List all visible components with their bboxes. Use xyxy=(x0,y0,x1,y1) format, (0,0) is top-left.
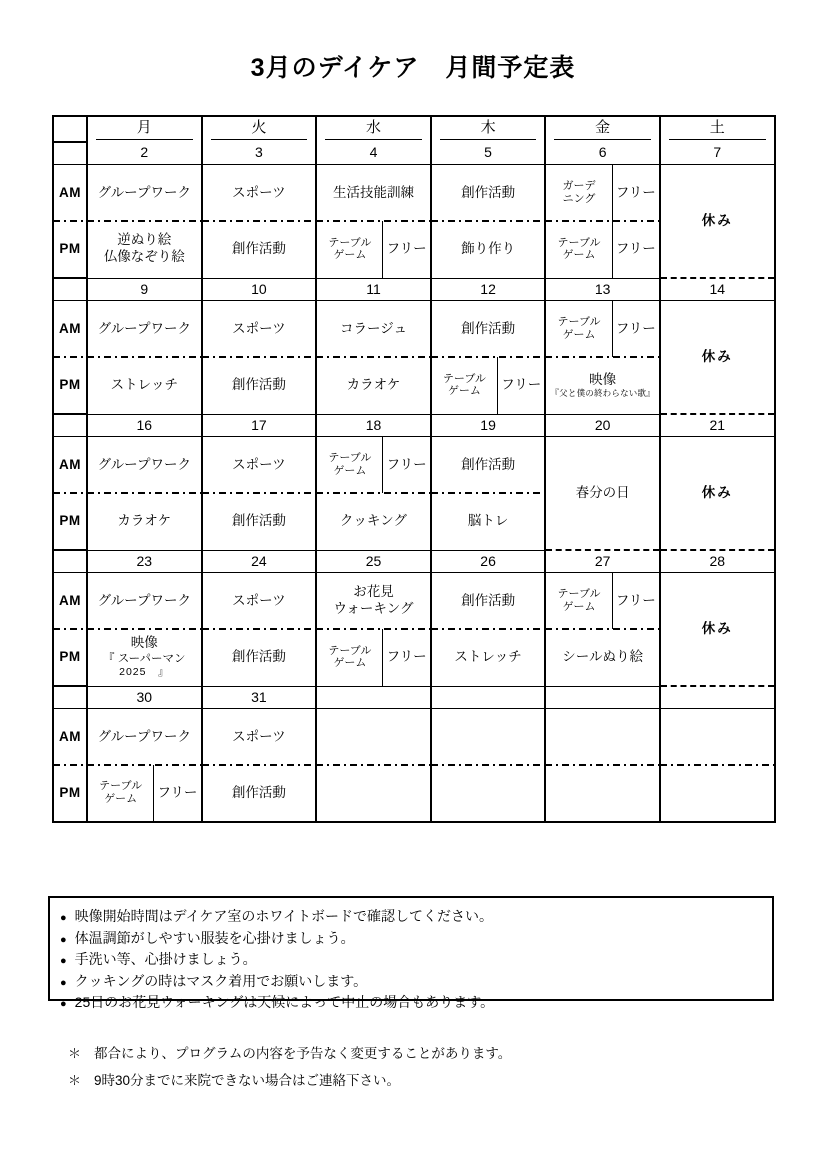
pm-label: PM xyxy=(53,357,87,414)
activity-cell: グループワーク xyxy=(87,709,202,766)
activity-cell-movie xyxy=(87,629,202,686)
note-item xyxy=(60,950,772,972)
weekday-label: 火 xyxy=(211,119,308,140)
note-text: クッキングの時はマスク着用でお願いします。 xyxy=(74,972,368,989)
am-row-week-5 xyxy=(53,709,775,766)
activity-cell: スポーツ xyxy=(202,165,317,222)
date-row-corner xyxy=(53,686,87,709)
note-text: 映像開始時間はデイケア室のホワイトボードで確認してください。 xyxy=(74,908,493,924)
asterisk-icon: ＊ xyxy=(68,1046,82,1061)
weekday-header-2 xyxy=(316,116,431,142)
date-cell: 30 xyxy=(87,686,202,709)
activity-label-secondary: フリー xyxy=(501,376,542,392)
activity-cell: 創作活動 xyxy=(431,301,546,358)
activity-label: 映像 xyxy=(130,635,158,651)
holiday-cell: 春分の日 xyxy=(545,437,660,551)
pm-row-week-5 xyxy=(53,765,775,822)
activity-label-primary: テーブル ゲーム xyxy=(546,301,612,357)
holiday-cell-closed: 休み xyxy=(660,301,775,415)
weekday-header-5 xyxy=(660,116,775,142)
bullet-icon: ● xyxy=(60,998,67,1010)
activity-cell-movie xyxy=(545,357,660,414)
activity-label-primary: テーブル ゲーム xyxy=(317,437,383,493)
notes-box xyxy=(48,896,774,1010)
am-row-week-2 xyxy=(53,301,775,358)
empty-cell xyxy=(660,765,775,822)
activity-label-secondary: フリー xyxy=(615,592,656,608)
date-cell: 7 xyxy=(660,142,775,165)
activity-cell: 創作活動 xyxy=(431,165,546,222)
date-cell: 3 xyxy=(202,142,317,165)
activity-cell: 逆ぬり絵 仏像なぞり絵 xyxy=(87,221,202,278)
activity-cell: 創作活動 xyxy=(202,629,317,686)
am-label: AM xyxy=(53,573,87,630)
activity-cell: 創作活動 xyxy=(202,765,317,822)
activity-cell: グループワーク xyxy=(87,165,202,222)
monthly-schedule-table xyxy=(52,115,776,823)
date-cell: 11 xyxy=(316,278,431,301)
page-title: 3月のデイケア 月間予定表 xyxy=(250,54,576,82)
am-label: AM xyxy=(53,165,87,222)
empty-cell xyxy=(316,765,431,822)
activity-cell: カラオケ xyxy=(316,357,431,414)
date-cell: 28 xyxy=(660,550,775,573)
am-row-week-1 xyxy=(53,165,775,222)
note-text: 手洗い等、心掛けましょう。 xyxy=(74,951,257,967)
weekday-header-3 xyxy=(431,116,546,142)
date-cell xyxy=(431,686,546,709)
activity-cell: 創作活動 xyxy=(431,573,546,630)
activity-label-secondary: フリー xyxy=(615,240,656,256)
activity-cell-split xyxy=(545,301,660,358)
date-cell xyxy=(660,686,775,709)
activity-label-secondary: フリー xyxy=(386,648,427,664)
activity-cell: 創作活動 xyxy=(202,357,317,414)
activity-label-secondary: フリー xyxy=(157,784,198,800)
date-cell xyxy=(545,686,660,709)
activity-cell: グループワーク xyxy=(87,437,202,494)
activity-cell: スポーツ xyxy=(202,437,317,494)
note-item xyxy=(60,929,772,951)
activity-label-primary: テーブル ゲーム xyxy=(546,221,612,278)
date-cell: 14 xyxy=(660,278,775,301)
empty-cell xyxy=(431,765,546,822)
note-text: 25日のお花見ウォーキングは天候によって中止の場合もあります。 xyxy=(74,994,495,1010)
activity-cell: 生活技能訓練 xyxy=(316,165,431,222)
activity-cell-split xyxy=(87,765,202,822)
pm-label: PM xyxy=(53,629,87,686)
activity-cell: 飾り作り xyxy=(431,221,546,278)
activity-cell-split xyxy=(316,629,431,686)
asterisk-icon: ＊ xyxy=(68,1073,82,1088)
weekday-label: 月 xyxy=(96,119,193,140)
footnote-item xyxy=(68,1067,768,1094)
holiday-cell-closed: 休み xyxy=(660,165,775,279)
weekday-label: 金 xyxy=(554,119,651,140)
activity-label-primary: ガーデ ニング xyxy=(546,165,612,221)
date-cell: 10 xyxy=(202,278,317,301)
activity-label-primary: テーブル ゲーム xyxy=(432,357,498,414)
movie-title: 『 スーパーマン xyxy=(103,652,186,665)
activity-cell: クッキング xyxy=(316,493,431,550)
activity-label-secondary: フリー xyxy=(615,320,656,336)
activity-label-secondary: フリー xyxy=(386,456,427,472)
weekday-header-1 xyxy=(202,116,317,142)
footnote-text: 9時30分までに来院できない場合はご連絡下さい。 xyxy=(94,1073,401,1088)
activity-cell: グループワーク xyxy=(87,573,202,630)
date-cell xyxy=(316,686,431,709)
activity-cell-split xyxy=(545,573,660,630)
date-cell: 16 xyxy=(87,414,202,437)
date-cell: 26 xyxy=(431,550,546,573)
date-row-week-4 xyxy=(53,550,775,573)
weekday-header-4 xyxy=(545,116,660,142)
empty-cell xyxy=(431,709,546,766)
movie-title: 『父と僕の終わらない歌』 xyxy=(550,388,655,399)
activity-cell: グループワーク xyxy=(87,301,202,358)
activity-cell-split xyxy=(545,221,660,278)
date-cell: 21 xyxy=(660,414,775,437)
activity-cell-split xyxy=(431,357,546,414)
activity-cell-split xyxy=(316,221,431,278)
date-cell: 18 xyxy=(316,414,431,437)
am-label: AM xyxy=(53,709,87,766)
bullet-icon: ● xyxy=(60,912,67,924)
am-row-week-3 xyxy=(53,437,775,494)
empty-cell xyxy=(316,709,431,766)
header-corner-cell xyxy=(53,116,87,142)
activity-cell: コラージュ xyxy=(316,301,431,358)
activity-cell: 創作活動 xyxy=(431,437,546,494)
bullet-icon: ● xyxy=(60,933,67,946)
date-cell: 9 xyxy=(87,278,202,301)
activity-label-primary: テーブル ゲーム xyxy=(317,629,383,686)
date-cell: 25 xyxy=(316,550,431,573)
date-cell: 5 xyxy=(431,142,546,165)
activity-cell: 脳トレ xyxy=(431,493,546,550)
footnote-text: 都合により、プログラムの内容を予告なく変更することがあります。 xyxy=(94,1046,512,1061)
activity-cell: シールぬり絵 xyxy=(545,629,660,686)
activity-label-primary: テーブル ゲーム xyxy=(88,765,154,821)
pm-label: PM xyxy=(53,765,87,822)
activity-cell: カラオケ xyxy=(87,493,202,550)
date-cell: 12 xyxy=(431,278,546,301)
note-item xyxy=(60,907,772,929)
date-row-week-5 xyxy=(53,686,775,709)
activity-cell: スポーツ xyxy=(202,573,317,630)
date-cell: 6 xyxy=(545,142,660,165)
activity-cell: スポーツ xyxy=(202,709,317,766)
date-row-corner xyxy=(53,550,87,573)
activity-label-secondary: フリー xyxy=(386,240,427,256)
activity-cell: ストレッチ xyxy=(431,629,546,686)
bullet-icon: ● xyxy=(60,976,67,989)
pm-label: PM xyxy=(53,221,87,278)
date-row-corner xyxy=(53,414,87,437)
activity-label-secondary: フリー xyxy=(615,184,656,200)
weekday-header-0 xyxy=(87,116,202,142)
date-cell: 24 xyxy=(202,550,317,573)
activity-cell: ストレッチ xyxy=(87,357,202,414)
note-item xyxy=(60,972,772,994)
am-row-week-4 xyxy=(53,573,775,630)
date-row-week-1 xyxy=(53,142,775,165)
weekday-label: 木 xyxy=(440,119,537,140)
pm-label: PM xyxy=(53,493,87,550)
activity-label-primary: テーブル ゲーム xyxy=(317,221,383,278)
empty-cell xyxy=(660,709,775,766)
activity-cell-split xyxy=(545,165,660,222)
date-row-week-3 xyxy=(53,414,775,437)
date-cell: 17 xyxy=(202,414,317,437)
note-item xyxy=(60,993,772,1015)
footnotes xyxy=(68,1040,768,1094)
date-row-corner xyxy=(53,278,87,301)
bullet-icon: ● xyxy=(60,955,67,967)
activity-label-primary: テーブル ゲーム xyxy=(546,573,612,629)
date-row-corner xyxy=(53,142,87,165)
date-cell: 20 xyxy=(545,414,660,437)
date-cell: 31 xyxy=(202,686,317,709)
activity-cell: お花見 ウォーキング xyxy=(316,573,431,630)
weekday-header-row xyxy=(53,116,775,142)
date-cell: 13 xyxy=(545,278,660,301)
weekday-label: 土 xyxy=(669,119,766,140)
holiday-cell-closed: 休み xyxy=(660,573,775,687)
footnote-item xyxy=(68,1040,768,1067)
activity-cell: 創作活動 xyxy=(202,493,317,550)
empty-cell xyxy=(545,709,660,766)
date-cell: 4 xyxy=(316,142,431,165)
date-cell: 19 xyxy=(431,414,546,437)
date-row-week-2 xyxy=(53,278,775,301)
am-label: AM xyxy=(53,437,87,494)
date-cell: 2 xyxy=(87,142,202,165)
note-text: 体温調節がしやすい服装を心掛けましょう。 xyxy=(74,929,355,946)
activity-cell-split xyxy=(316,437,431,494)
holiday-cell-closed: 休み xyxy=(660,437,775,551)
empty-cell xyxy=(545,765,660,822)
date-cell: 27 xyxy=(545,550,660,573)
activity-cell: スポーツ xyxy=(202,301,317,358)
am-label: AM xyxy=(53,301,87,358)
movie-title-year: 2025 』 xyxy=(119,666,170,679)
activity-cell: 創作活動 xyxy=(202,221,317,278)
date-cell: 23 xyxy=(87,550,202,573)
activity-label: 映像 xyxy=(589,371,617,387)
weekday-label: 水 xyxy=(325,119,422,140)
